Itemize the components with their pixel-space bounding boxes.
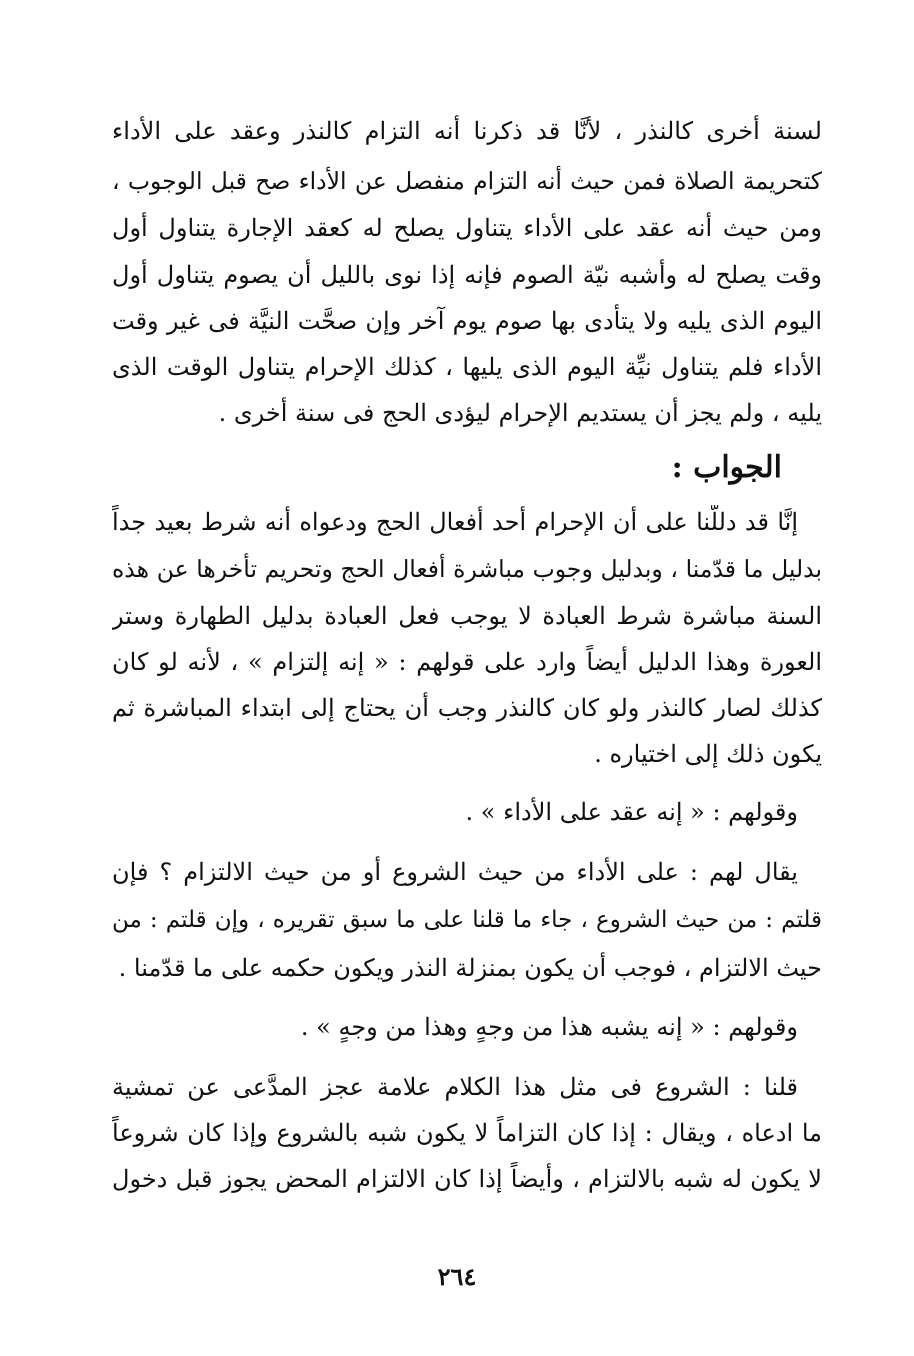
text-line: ومن حيث أنه عقد على الأداء يتناول يصلح له كعقد الإجارة يتناول أول (112, 214, 822, 242)
text-line: السنة مباشرة شرط العبادة لا يوجب فعل العبادة بدليل الطهارة وستر (112, 602, 822, 630)
text-line: حيث الالتزام ، فوجب أن يكون بمنزلة النذر ويكون حكمه على ما قدّمنا . (118, 954, 822, 982)
text-line: يليه ، ولم يجز أن يستديم الإحرام ليؤدى الحج فى سنة أخرى . (218, 399, 822, 427)
text-line: كذلك لصار كالنذر ولو كان كالنذر وجب أن يحتاج إلى ابتداء المباشرة ثم (112, 694, 822, 722)
text-line: إنَّا قد دللّنا على أن الإحرام أحد أفعال الحج ودعواه أنه شرط بعيد جداً (112, 508, 798, 536)
text-line: اليوم الذى يليه ولا يتأدى بها صوم يوم آخر وإن صحَّت النيَّة فى غير وقت (112, 307, 822, 335)
text-line: لسنة أخرى كالنذر ، لأنَّا قد ذكرنا أنه التزام كالنذر وعقد على الأداء (112, 117, 822, 145)
text-line: كتحريمة الصلاة فمن حيث أنه التزام منفصل عن الأداء صح قبل الوجوب ، (112, 167, 822, 195)
text-line: الأداء فلم يتناول نيِّة اليوم الذى يليها ، كذلك الإحرام يتناول الوقت الذى (112, 353, 822, 381)
text-line: بدليل ما قدّمنا ، وبدليل وجوب مباشرة أفعال الحج وتحريم تأخرها عن هذه (112, 555, 822, 583)
text-line: يكون ذلك إلى اختياره . (594, 740, 822, 768)
section-heading: الجواب : (671, 450, 782, 485)
text-line: وقولهم : « إنه عقد على الأداء » . (465, 798, 798, 826)
text-line: وقولهم : « إنه يشبه هذا من وجهٍ وهذا من وجهٍ » . (300, 1013, 798, 1041)
text-line: لا يكون له شبه بالالتزام ، وأيضاً إذا كان الالتزام المحض يجوز قبل دخول (112, 1165, 822, 1193)
text-line: ما ادعاه ، ويقال : إذا كان التزاماً لا يكون شبه بالشروع وإذا كان شروعاً (112, 1119, 822, 1147)
text-line: قلتم : من حيث الشروع ، جاء ما قلنا على ما سبق تقريره ، وإن قلتم : من (112, 907, 822, 933)
text-line: وقت يصلح له وأشبه نيّة الصوم فإنه إذا نوى بالليل أن يصوم يتناول أول (112, 261, 822, 289)
text-line: قلنا : الشروع فى مثل هذا الكلام علامة عجز المدَّعى عن تمشية (112, 1073, 798, 1101)
page-number: ٢٦٤ (437, 1262, 477, 1291)
text-line: العورة وهذا الدليل أيضاً وارد على قولهم : « إنه إلتزام » ، لأنه لو كان (112, 648, 822, 676)
text-line: يقال لهم : على الأداء من حيث الشروع أو من حيث الالتزام ؟ فإن (112, 858, 798, 886)
